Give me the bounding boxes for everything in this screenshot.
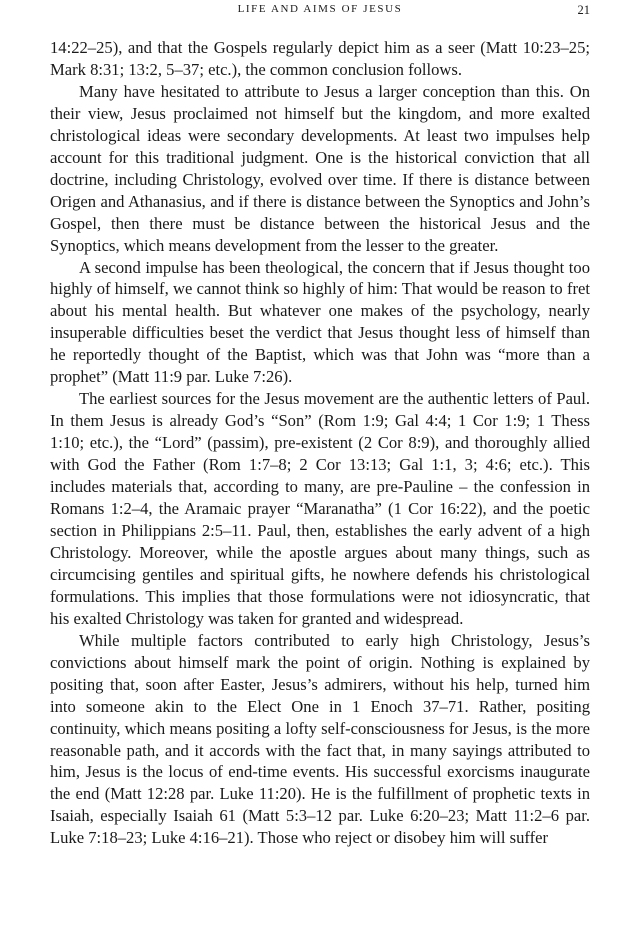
text-body <box>50 37 590 849</box>
paragraph-pauline-letters: The earliest sources for the Jesus movement are the authentic letters of Paul. In them Jesus is already God’s “Son” (Rom 1:9; Gal 4:4; 1 Cor 1:9; 1 Thess 1:10; etc.), the “Lord” (passim), pre-existent (2 Cor 8:9), and thoroughly allied with God the Father (Rom 1:7–8; 2 Cor 13:13; Gal 1:1, 3; 4:6; etc.). This includes materials that, according to many, are pre-Pauline – the confession in Romans 1:2–4, the Aramaic prayer “Maranatha” (1 Cor 16:22), and the poetic section in Philippians 2:5–11. Paul, then, establishes the early advent of a high Christology. Moreover, while the apostle argues about many things, such as circumcising gentiles and spiritual gifts, he nowhere defends his christological formulations. This implies that those formulations were not idiosyncratic, that his exalted Christology was taken for granted and widespread. <box>50 389 590 628</box>
paragraph-theological-impulse: A second impulse has been theological, the concern that if Jesus thought too highly of himself, we cannot think so highly of him: That would be reason to fret about his mental health. But whatever one makes of the psychology, nearly insuperable difficulties beset the verdict that Jesus thought less of himself than he reportedly thought of the Baptist, which was that John was “more than a prophet” (Matt 11:9 par. Luke 7:26). <box>50 257 590 387</box>
running-head <box>50 3 590 21</box>
page-number: 21 <box>577 3 590 17</box>
paragraph-traditional-judgment: Many have hesitated to attribute to Jesus a larger conception than this. On their view, Jesus proclaimed not himself but the kingdom, and more exalted christological ideas were secondary developments. At least two impulses help account for this traditional judgment. One is the historical conviction that all doctrine, including Christology, evolved over time. If there is distance between Origen and Athanasius, and if there is distance between the Synoptics and John’s Gospel, then there must be distance between the historical Jesus and the Synoptics, which means development from the lesser to the greater. <box>50 81 590 255</box>
paragraph-continuation: 14:22–25), and that the Gospels regularly depict him as a seer (Matt 10:23–25; Mark 8:31; 13:2, 5–37; etc.), the common conclusion follows. <box>50 38 590 79</box>
paragraph-high-christology: While multiple factors contributed to early high Christology, Jesus’s convictions about himself mark the point of origin. Nothing is explained by positing that, soon after Easter, Jesus’s admirers, without his help, turned him into someone akin to the Elect One in 1 Enoch 37–71. Rather, positing continuity, which means positing a lofty self-consciousness for Jesus, is the more reasonable path, and it accords with the fact that, in many sayings attributed to him, Jesus is the locus of end-time events. His successful exorcisms inaugurate the end (Matt 12:28 par. Luke 11:20). He is the fulfillment of prophetic texts in Isaiah, especially Isaiah 61 (Matt 5:3–12 par. Luke 6:20–23; Matt 11:2–6 par. Luke 7:18–23; Luke 4:16–21). Those who reject or disobey him will suffer <box>50 630 590 848</box>
running-title: LIFE AND AIMS OF JESUS <box>237 3 403 15</box>
book-page <box>50 0 590 933</box>
